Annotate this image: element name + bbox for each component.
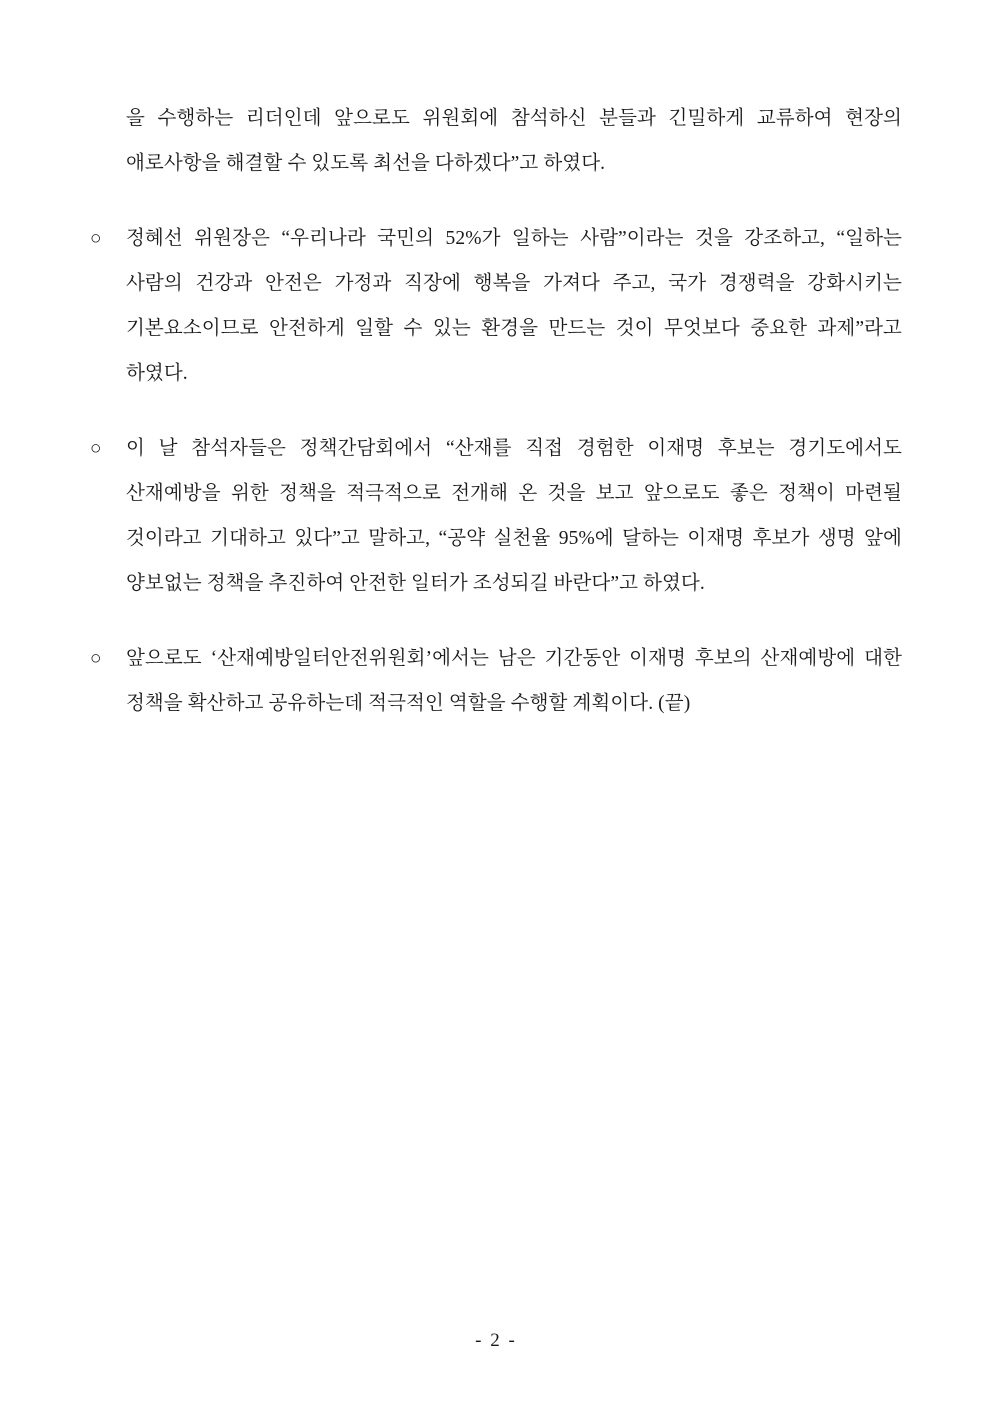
paragraph-text: 이 날 참석자들은 정책간담회에서 “산재를 직접 경험한 이재명 후보는 경기도에서도 산재예방을 위한 정책을 적극적으로 전개해 온 것을 보고 앞으로도 좋은 정책이 마련될 것이라고 기대하고 있다”고 말하고, “공약 실천율 95%에 달하는 이재명 후보가 생명 앞에 양보없는 정책을 추진하여 안전한 일터가 조성되길 바란다”고 하였다. (126, 438, 902, 594)
circle-bullet-icon: ○ (90, 228, 102, 249)
bulleted-paragraph (90, 216, 902, 396)
paragraph-text: 정혜선 위원장은 “우리나라 국민의 52%가 일하는 사람”이라는 것을 강조하고, “일하는 사람의 건강과 안전은 가정과 직장에 행복을 가져다 주고, 국가 경쟁력을 강화시키는 기본요소이므로 안전하게 일할 수 있는 환경을 만드는 것이 무엇보다 중요한 과제”라고 하였다. (126, 228, 902, 384)
bulleted-paragraph (90, 426, 902, 606)
bulleted-paragraph (90, 636, 902, 726)
paragraph-text: 앞으로도 ‘산재예방일터안전위원회’에서는 남은 기간동안 이재명 후보의 산재예방에 대한 정책을 확산하고 공유하는데 적극적인 역할을 수행할 계획이다. (끝) (126, 648, 902, 714)
circle-bullet-icon: ○ (90, 438, 102, 459)
paragraph-continuation: 을 수행하는 리더인데 앞으로도 위원회에 참석하신 분들과 긴밀하게 교류하여 현장의 애로사항을 해결할 수 있도록 최선을 다하겠다”고 하였다. (126, 108, 902, 174)
page-number: - 2 - (475, 1330, 517, 1351)
document-body (90, 96, 902, 726)
circle-bullet-icon: ○ (90, 648, 102, 669)
